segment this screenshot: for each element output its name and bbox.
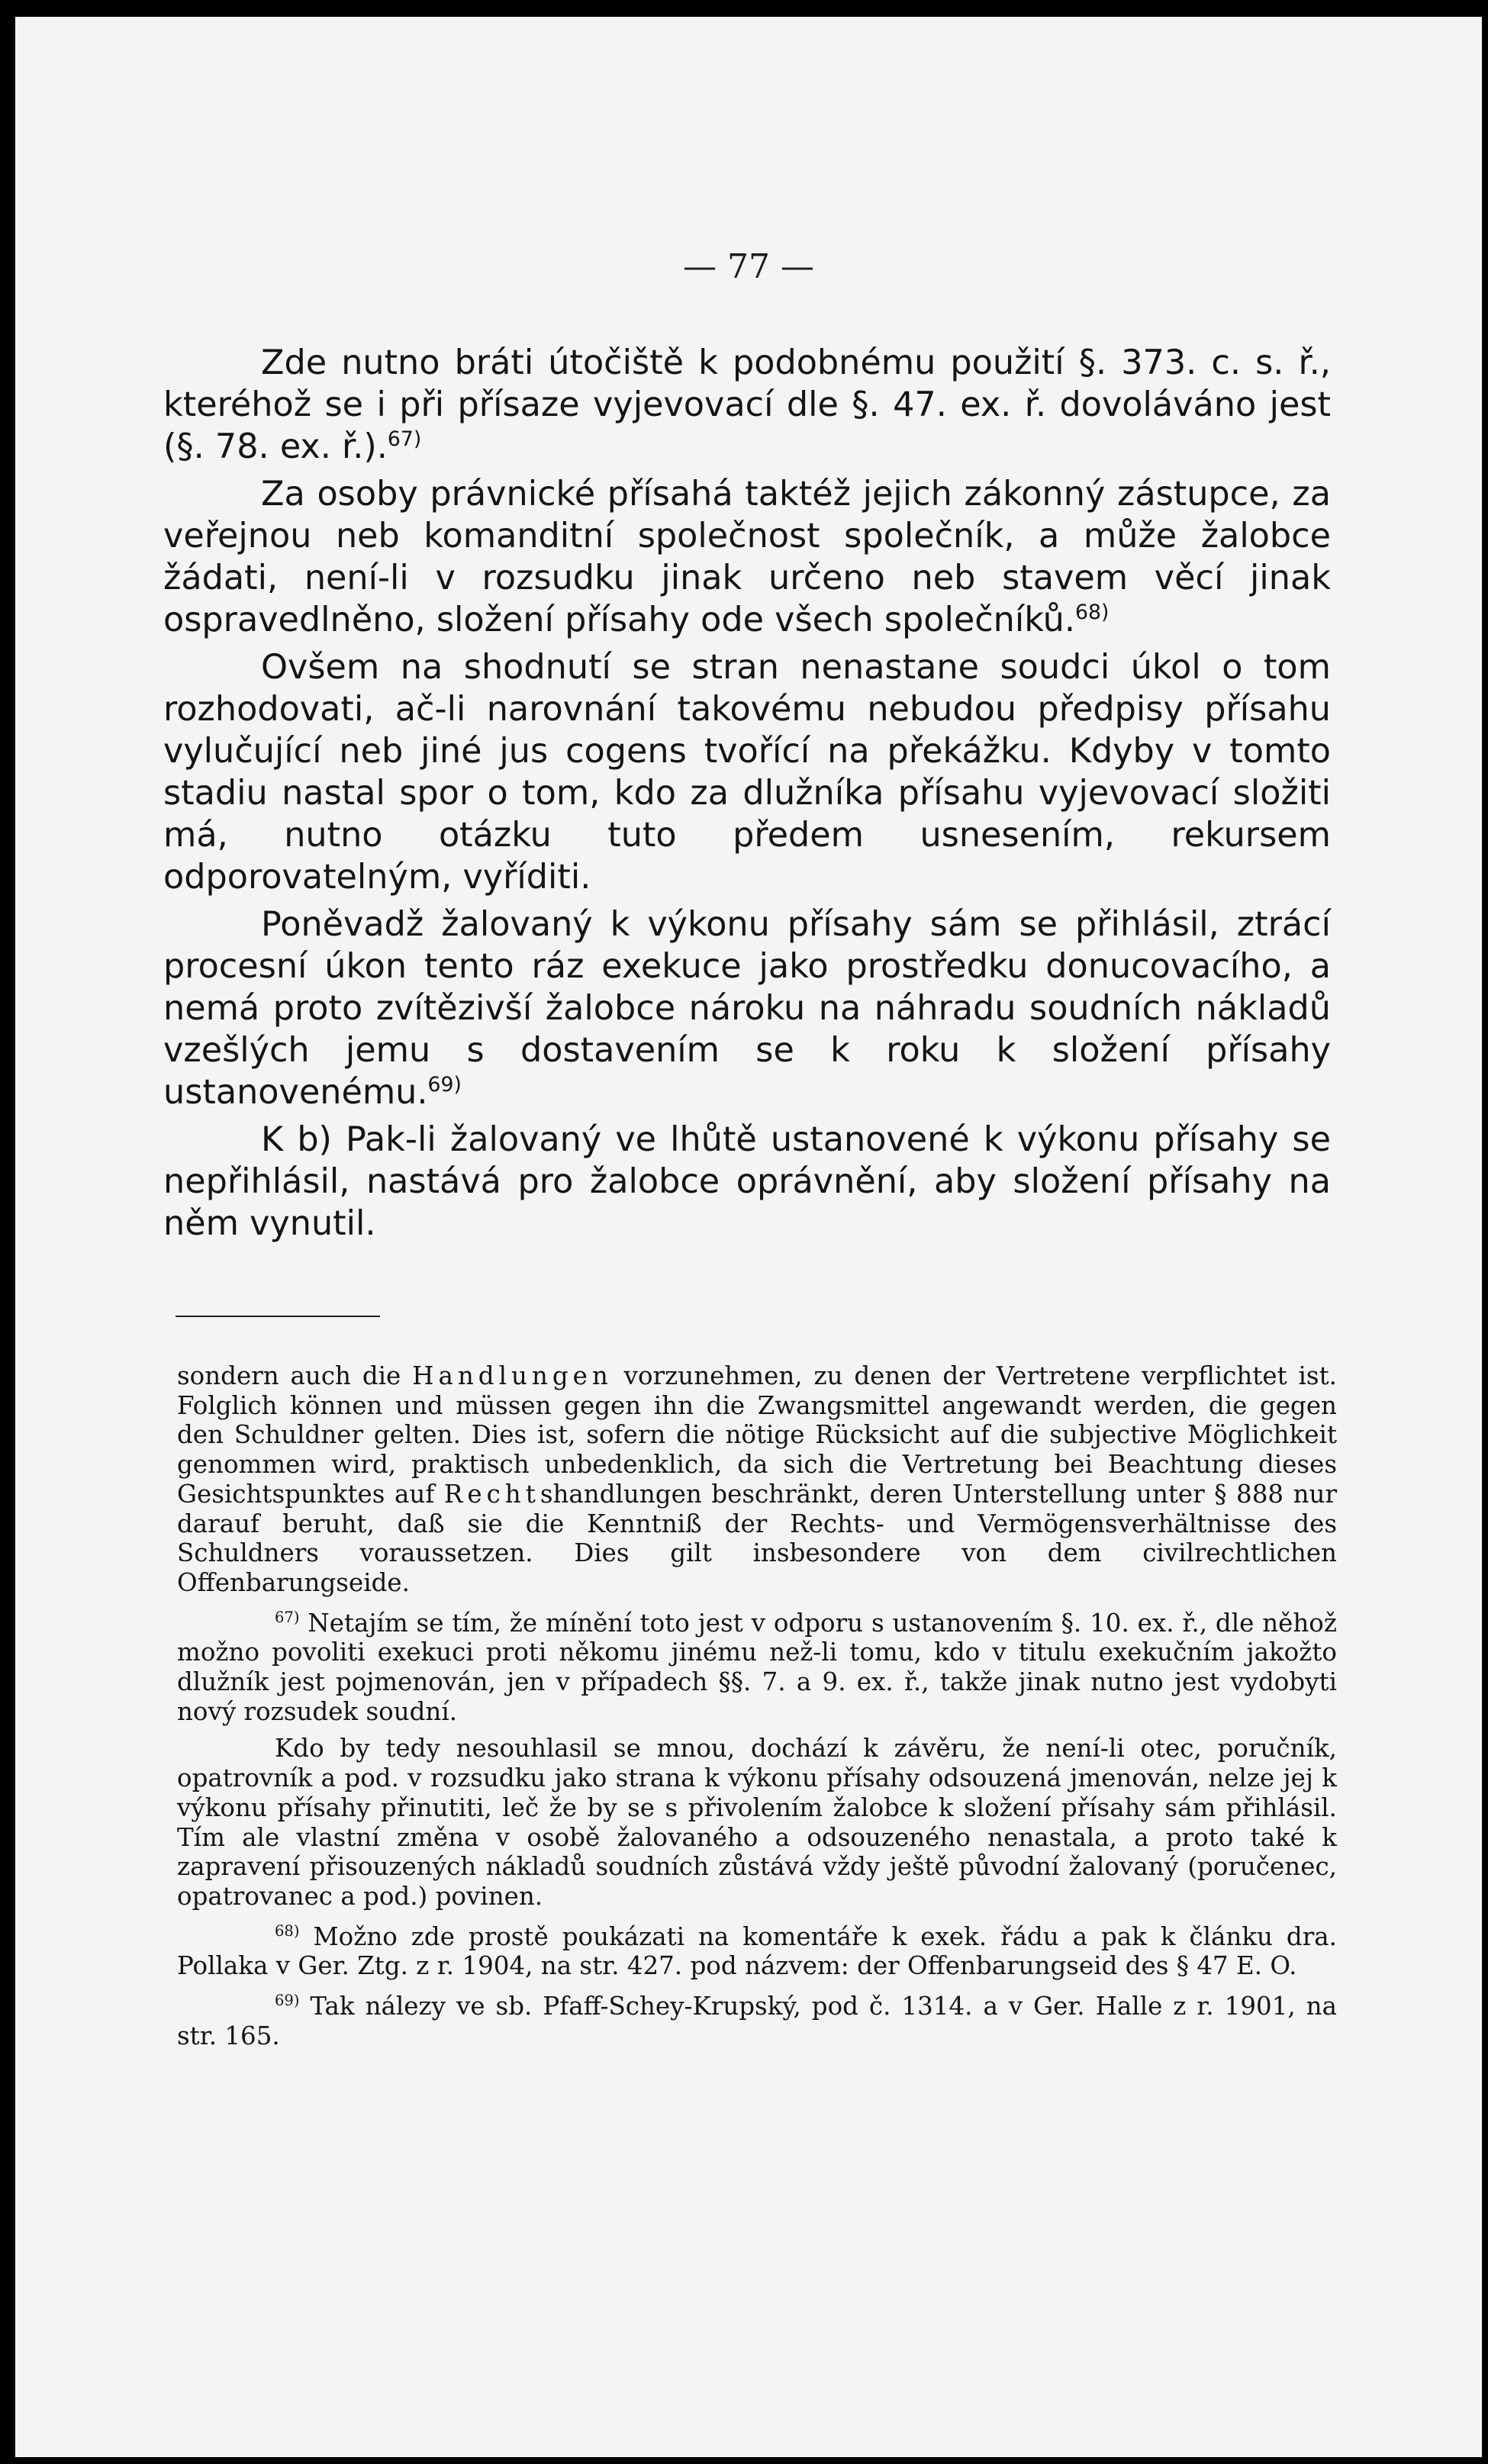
footnote-67-text: Netajím se tím, že mínění toto jest v odporu s ustanovením §. 10. ex. ř., dle něhož možno povoliti exekuci proti někomu jinému než-li tomu, kdo v titulu exekučním jakožto dlužník jest pojmenován, jen v případech §§. 7. a 9. ex. ř., takže jinak nutno jest vydobyti nový rozsudek soudní. xyxy=(177,1608,1337,1726)
carryover-spaced-word: Handlungen xyxy=(412,1361,613,1390)
carryover-spaced-word-2: Recht xyxy=(443,1479,540,1509)
footnote-67 xyxy=(177,1609,1337,1727)
paragraph-1-text: Zde nutno bráti útočiště k podobnému použití §. 373. c. s. ř., kteréhož se i při přísaze vyjevovací dle §. 47. ex. ř. dovoláváno jest (§. 78. ex. ř.). xyxy=(163,343,1331,466)
carryover-text-a: sondern auch die xyxy=(177,1361,401,1390)
footnote-ref-67: 67) xyxy=(387,427,422,452)
footnote-69-text: Tak nálezy ve sb. Pfaff-Schey-Krupský, pod č. 1314. a v Ger. Halle z r. 1901, na str. 165. xyxy=(177,1992,1337,2050)
footnote-carryover xyxy=(177,1361,1337,1598)
carryover-text-b: vorzunehmen, zu denen der Vertretene verpflichtet ist. Folglich können und müssen gegen ihn die Zwangsmittel angewandt werden, die gegen den Schuldner gelten. Dies ist, sofern die nötige Rücksicht auf die subjective Möglichkeit genommen wird, praktisch unbedenklich, da sich die Vertretung bei Beachtung dieses Gesichtspunktes auf xyxy=(177,1361,1337,1509)
paragraph-1 xyxy=(163,342,1331,468)
paragraph-4 xyxy=(163,903,1331,1113)
main-text xyxy=(163,342,1331,1250)
paragraph-2 xyxy=(163,473,1331,641)
footnote-divider xyxy=(176,1316,380,1317)
footnote-ref-68: 68) xyxy=(1075,601,1110,625)
page-number: — 77 — xyxy=(683,247,814,286)
footnote-68 xyxy=(177,1922,1337,1981)
paragraph-4-text: Poněvadž žalovaný k výkonu přísahy sám se přihlásil, ztrácí procesní úkon tento ráz exekuce jako prostředku donucovacího, a nemá proto zvítězivší žalobce nároku na náhradu soudních nákladů vzešlých jemu s dostavením se k roku k složení přísahy ustanovenému. xyxy=(163,905,1331,1112)
paragraph-5: K b) Pak-li žalovaný ve lhůtě ustanovené k výkonu přísahy se nepřihlásil, nastává pro žalobce oprávnění, aby složení přísahy na něm vynutil. xyxy=(163,1120,1331,1243)
footnote-69 xyxy=(177,1992,1337,2050)
footnote-67-continued: Kdo by tedy nesouhlasil se mnou, dochází k závěru, že není-li otec, poručník, opatrovník a pod. v rozsudku jako strana k výkonu přísahy odsouzená jmenován, nelze jej k výkonu přísahy přinutiti, leč že by se s přivolením žalobce k složení přísahy sám přihlásil. Tím ale vlastní změna v osobě žalovaného a odsouzeného nenastala, a proto také k zapravení přisouzených nákladů soudních zůstává vždy ještě původní žalovaný (poručenec, opatrovanec a pod.) povinen. xyxy=(177,1734,1337,1911)
scanned-page xyxy=(15,17,1482,2457)
paragraph-2-text: Za osoby právnické přísahá taktéž jejich zákonný zástupce, za veřejnou neb komanditní společnost společník, a může žalobce žádati, není-li v rozsudku jinak určeno neb stavem věcí jinak ospravedlněno, složení přísahy ode všech společníků. xyxy=(163,475,1331,639)
carryover-text-c: shandlungen beschränkt, deren Unterstellung unter § 888 nur darauf beruht, daß sie die Kenntniß der Rechts- und Vermögensverhältnisse des Schuldners voraussetzen. Dies gilt insbesondere von dem civilrechtlichen Offenbarungseide. xyxy=(177,1479,1338,1597)
paragraph-3: Ovšem na shodnutí se stran nenastane soudci úkol o tom rozhodovati, ač-li narovnání takovému nebudou předpisy přísahu vylučující neb jiné jus cogens tvořící na překážku. Kdyby v tomto stadiu nastal spor o tom, kdo za dlužníka přísahu vyjevovací složiti má, nutno otázku tuto předem usnesením, rekursem odporovatelným, vyříditi. xyxy=(163,648,1331,897)
footnotes xyxy=(177,1361,1337,2061)
footnote-mark-68: 68) xyxy=(275,1921,300,1940)
footnote-ref-69: 69) xyxy=(427,1073,462,1097)
footnote-68-text: Možno zde prostě poukázati na komentáře k exek. řádu a pak k článku dra. Pollaka v Ger. Ztg. z r. 1904, na str. 427. pod názvem: der Offenbarungseid des § 47 E. O. xyxy=(177,1921,1337,1981)
footnote-mark-67: 67) xyxy=(275,1608,300,1626)
footnote-mark-69: 69) xyxy=(275,1992,300,2010)
